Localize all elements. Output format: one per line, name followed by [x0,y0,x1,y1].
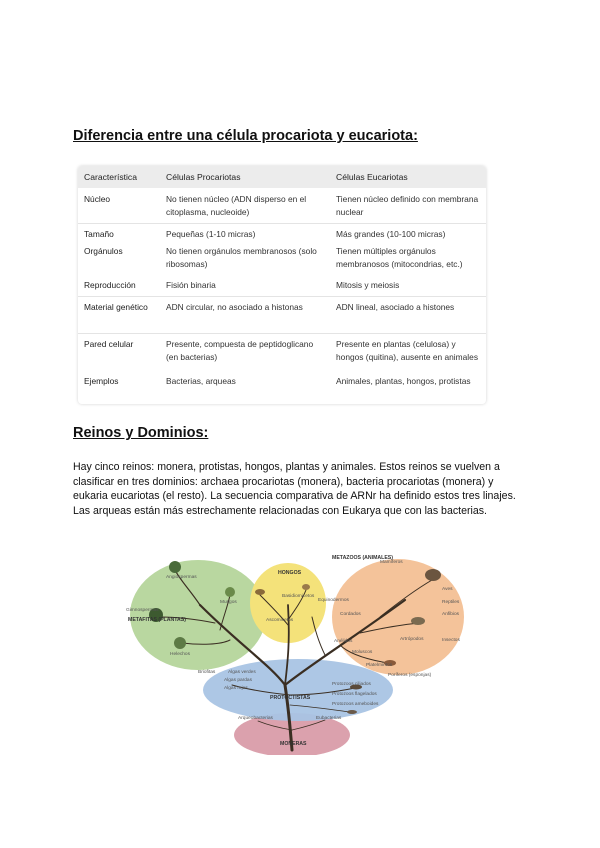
label-musgos: Musgos [220,600,237,605]
label-anelidos: Anélidos [334,639,353,644]
label-algas-rojas: Algas rojas [224,686,248,691]
header-eukaryotic: Células Eucariotas [336,172,408,182]
row-eukaryotic: Más grandes (10-100 micras) [330,223,486,243]
label-eubacterias: Eubacterias [316,716,342,721]
row-eukaryotic: Animales, plantas, hongos, protistas [336,375,471,386]
row-feature: Reproducción [84,279,136,290]
table-row [78,371,486,391]
table-row [78,223,486,243]
row-prokaryotic: No tienen núcleo (ADN disperso en el citoplasma, nucleoide) [166,194,307,217]
label-ciliados: Protozoos ciliados [332,682,371,687]
row-feature: Ejemplos [84,375,119,386]
header-prokaryotic: Células Procariotas [166,172,241,182]
label-cordados: Cordados [340,612,361,617]
row-eukaryotic: Presente en plantas (celulosa) y hongos (quitina), ausente en animales [330,334,486,371]
label-briofitas: Briofitas [198,670,216,675]
comparison-table-card [78,166,486,404]
row-feature: Pared celular [78,334,160,371]
table-row [78,277,486,297]
section-title-cells: Diferencia entre una célula procariota y eucariota: [73,128,418,144]
row-eukaryotic: ADN lineal, asociado a histones [330,297,486,334]
table-row [78,297,486,334]
row-feature: Material genético [78,297,160,334]
table-row [78,188,486,223]
label-angiospermas: Angiospermas [166,575,197,580]
label-flagelados: Protozoos flagelados [332,692,377,697]
label-ameboides: Protozoos ameboides [332,702,379,707]
row-prokaryotic: Presente, compuesta de peptidoglicano (en bacterias) [160,334,330,371]
row-feature: Núcleo [84,194,111,204]
label-artropodos: Artrópodos [400,637,424,642]
table-row [78,243,486,277]
header-characteristic: Característica [84,172,138,182]
row-prokaryotic: Fisión binaria [166,279,216,290]
tree-of-life-svg [120,545,470,755]
kingdoms-paragraph: Hay cinco reinos: monera, protistas, hongos, plantas y animales. Estos reinos se vuelven a clasificar en tres dominios: archaea procariotas (monera), bacteria procariotas (monera) y eukaria eucariotas (el resto). La secuencia comparativa de ARNr ha definido estos tres linajes. Las arqueas están más estrechamente relacionadas con Eukarya que con las bacterias. [73,461,516,517]
label-platelmintos: Platelmintos [366,663,393,668]
group-monera-label: MONERAS [280,741,307,747]
group-protists-label: PROTOCTISTAS [270,695,311,701]
row-eukaryotic: Tienen múltiples orgánulos membranosos (mitocondrias, etc.) [336,245,463,269]
label-algas-pardas: Algas pardas [224,678,252,683]
table-row [78,334,486,371]
label-helechos: Helechos [170,652,190,657]
label-insectos: Insectos [442,638,460,643]
group-plants-label: METAFITAS (PLANTAS) [128,617,186,623]
label-moluscos: Moluscos [352,650,373,655]
label-aves: Aves [442,587,453,592]
row-prokaryotic: No tienen orgánulos membranosos (solo ribosomas) [166,245,317,269]
label-reptiles: Reptiles [442,600,460,605]
row-eukaryotic: Mitosis y meiosis [336,279,400,290]
table-header-row [78,166,486,188]
row-prokaryotic: ADN circular, no asociado a histonas [160,297,330,334]
animals-region [332,559,464,675]
label-equinodermos: Equinodermos [318,598,349,603]
label-anfibios: Anfibios [442,612,460,617]
label-gimnospermas: Gimnospermas [126,608,159,613]
tree-of-life-diagram [120,545,470,755]
label-ascomicetos: Ascomicetos [266,618,294,623]
label-arqueobacterias: Arqueobacterias [238,716,273,721]
group-fungi-label: HONGOS [278,570,302,576]
label-basidiomicetos: Basidiomicetos [282,594,315,599]
row-feature: Orgánulos [84,245,123,256]
row-prokaryotic: Pequeñas (1-10 micras) [160,223,330,243]
label-algas-verdes: Algas verdes [228,670,256,675]
row-prokaryotic: Bacterias, arqueas [166,375,236,386]
label-mamiferos: Mamíferos [380,560,403,565]
section-title-kingdoms: Reinos y Dominios: [73,425,209,441]
label-poriferos: Poríferos (esponjas) [388,673,432,678]
group-animals-label: METAZOOS (ANIMALES) [332,555,393,561]
comparison-table [78,166,486,391]
row-eukaryotic: Tienen núcleo definido con membrana nuclear [336,194,479,217]
row-feature: Tamaño [78,223,160,243]
